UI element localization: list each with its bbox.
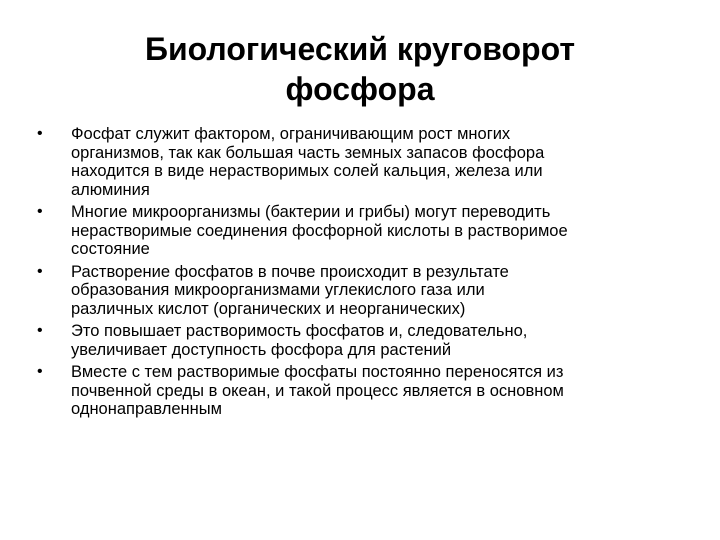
bullet-5-line-2: почвенной среды в океан, и такой процесс является в основном <box>71 381 564 400</box>
bullet-4-line-2: увеличивает доступность фосфора для растений <box>71 340 452 359</box>
slide-title-line-2: фосфора <box>285 71 435 107</box>
slide-title <box>36 29 684 109</box>
bullet-2-line-1: Многие микроорганизмы (бактерии и грибы) могут переводить <box>71 203 551 221</box>
bullet-5-line-3: однонаправленным <box>71 400 222 418</box>
slide-title-line-1: Биологический круговорот <box>144 31 576 67</box>
bullet-dot-icon: • <box>37 203 43 220</box>
bullet-dot-icon: • <box>37 262 43 280</box>
bullet-4-line-1: Это повышает растворимость фосфатов и, следовательно, <box>71 322 528 340</box>
bullet-dot-icon: • <box>37 322 43 339</box>
bullet-item-3 <box>37 263 687 319</box>
bullet-dot-icon: • <box>37 363 43 380</box>
bullet-1-line-4: алюминия <box>71 180 150 199</box>
bullet-1-line-3: находится в виде нерастворимых солей кальция, железа или <box>71 162 543 180</box>
bullet-1-line-2: организмов, так как большая часть земных запасов фосфора <box>71 143 545 162</box>
bullet-3-line-3: различных кислот (органических и неорганических) <box>71 299 466 318</box>
bullet-3-line-1: Растворение фосфатов в почве происходит в результате <box>71 262 509 281</box>
bullet-3-line-2: образования микроорганизмами углекислого газа или <box>71 281 485 299</box>
bullet-2-line-2: нерастворимые соединения фосфорной кислоты в растворимое <box>71 221 568 240</box>
bullet-dot-icon: • <box>37 125 43 142</box>
bullet-item-1 <box>37 125 687 199</box>
bullet-list <box>37 125 687 423</box>
bullet-item-4 <box>37 322 687 359</box>
bullet-1-line-1: Фосфат служит фактором, ограничивающим рост многих <box>71 125 511 143</box>
bullet-5-line-1: Вместе с тем растворимые фосфаты постоянно переносятся из <box>71 363 564 381</box>
bullet-item-5 <box>37 363 687 419</box>
bullet-item-2 <box>37 203 687 259</box>
bullet-2-line-3: состояние <box>71 240 150 258</box>
